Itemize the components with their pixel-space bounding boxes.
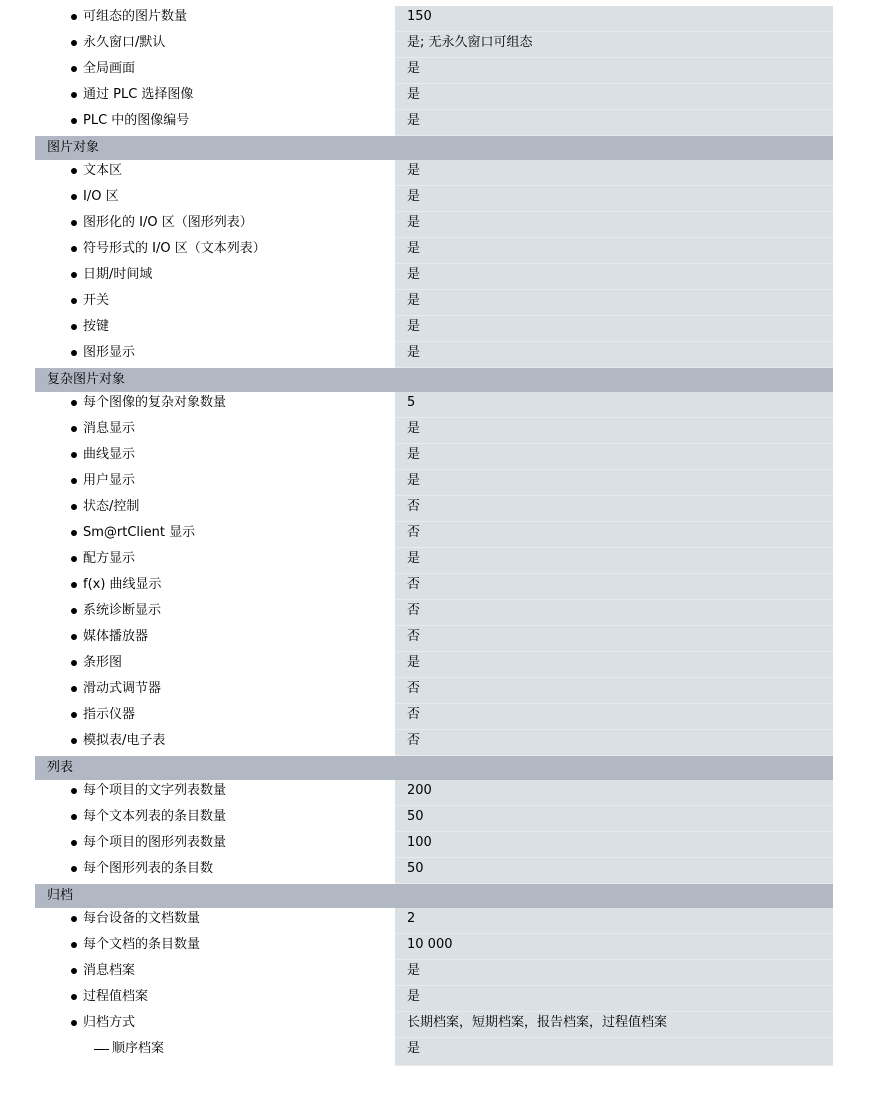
spec-label: 图形化的 I/O 区（图形列表） (83, 215, 253, 230)
spec-label: 日期/时间域 (83, 267, 153, 282)
spec-label-cell (35, 1012, 395, 1038)
spec-value: 长期档案，短期档案，报告档案，过程值档案 (395, 1012, 833, 1038)
spec-value: 是 (395, 986, 833, 1012)
spec-label-cell (35, 110, 395, 136)
spec-label: f(x) 曲线显示 (83, 577, 162, 592)
section-header (35, 136, 833, 160)
section-title: 图片对象 (47, 140, 100, 155)
spec-row (35, 832, 833, 858)
spec-label: 滑动式调节器 (83, 681, 162, 696)
spec-label-cell (35, 342, 395, 368)
spec-table (35, 6, 833, 1064)
bullet-icon (71, 968, 77, 974)
bullet-icon (71, 608, 77, 614)
spec-value: 200 (395, 780, 833, 806)
spec-label-cell (35, 160, 395, 186)
spec-label: 永久窗口/默认 (83, 35, 166, 50)
spec-row (35, 1012, 833, 1038)
spec-label: 消息显示 (83, 421, 136, 436)
spec-row (35, 704, 833, 730)
spec-label: 曲线显示 (83, 447, 136, 462)
section-header (35, 756, 833, 780)
spec-value: 是 (395, 444, 833, 470)
spec-value: 10 000 (395, 934, 833, 960)
spec-row (35, 470, 833, 496)
bullet-icon (71, 220, 77, 226)
bullet-icon (71, 14, 77, 20)
spec-value: 是 (395, 264, 833, 290)
spec-label-cell (35, 418, 395, 444)
spec-label-cell (35, 238, 395, 264)
spec-row (35, 160, 833, 186)
bullet-icon (71, 426, 77, 432)
spec-row (35, 858, 833, 884)
bullet-icon (71, 478, 77, 484)
spec-value: 否 (395, 600, 833, 626)
spec-label-cell (35, 626, 395, 652)
spec-label-cell (35, 316, 395, 342)
spec-row (35, 626, 833, 652)
spec-label: 过程值档案 (83, 989, 149, 1004)
spec-row (35, 934, 833, 960)
spec-value: 是 (395, 84, 833, 110)
spec-row (35, 238, 833, 264)
spec-label-cell (35, 780, 395, 806)
spec-value: 是 (395, 110, 833, 136)
bullet-icon (71, 686, 77, 692)
spec-label: 文本区 (83, 163, 123, 178)
spec-value: 是; 无永久窗口可组态 (395, 32, 833, 58)
spec-label-cell (35, 1038, 395, 1064)
bullet-icon (71, 840, 77, 846)
spec-label: 每个图形列表的条目数 (83, 861, 214, 876)
spec-label: 系统诊断显示 (83, 603, 162, 618)
spec-label-cell (35, 84, 395, 110)
spec-value: 是 (395, 418, 833, 444)
spec-row (35, 780, 833, 806)
dash-icon (94, 1049, 109, 1050)
spec-value: 100 (395, 832, 833, 858)
bullet-icon (71, 504, 77, 510)
spec-label-cell (35, 496, 395, 522)
spec-row (35, 652, 833, 678)
spec-value: 是 (395, 212, 833, 238)
spec-label-cell (35, 806, 395, 832)
spec-value: 否 (395, 730, 833, 756)
bullet-icon (71, 194, 77, 200)
spec-label: 符号形式的 I/O 区（文本列表） (83, 241, 266, 256)
spec-label-cell (35, 600, 395, 626)
bullet-icon (71, 814, 77, 820)
spec-label: 按键 (83, 319, 110, 334)
bullet-icon (71, 582, 77, 588)
section-title: 归档 (47, 888, 74, 903)
spec-label: 每台设备的文档数量 (83, 911, 201, 926)
spec-label-cell (35, 264, 395, 290)
spec-label-cell (35, 290, 395, 316)
spec-row (35, 186, 833, 212)
bullet-icon (71, 118, 77, 124)
spec-label: 每个图像的复杂对象数量 (83, 395, 227, 410)
spec-label-cell (35, 32, 395, 58)
spec-value: 否 (395, 522, 833, 548)
spec-label: 通过 PLC 选择图像 (83, 87, 194, 102)
spec-label-cell (35, 652, 395, 678)
spec-row (35, 574, 833, 600)
spec-label-cell (35, 832, 395, 858)
bullet-icon (71, 1020, 77, 1026)
spec-label: 状态/控制 (83, 499, 140, 514)
spec-value: 是 (395, 342, 833, 368)
spec-label-cell (35, 186, 395, 212)
spec-label: 模拟表/电子表 (83, 733, 166, 748)
spec-label: PLC 中的图像编号 (83, 113, 190, 128)
spec-label-cell (35, 986, 395, 1012)
spec-value: 5 (395, 392, 833, 418)
spec-label: 顺序档案 (112, 1041, 165, 1056)
spec-value: 否 (395, 574, 833, 600)
spec-value: 是 (395, 316, 833, 342)
spec-value: 是 (395, 160, 833, 186)
bullet-icon (71, 400, 77, 406)
spec-label-cell (35, 908, 395, 934)
spec-row (35, 444, 833, 470)
spec-label: I/O 区 (83, 189, 119, 204)
spec-value: 是 (395, 548, 833, 574)
bullet-icon (71, 246, 77, 252)
spec-label: 全局画面 (83, 61, 136, 76)
spec-label-cell (35, 548, 395, 574)
spec-label: 归档方式 (83, 1015, 136, 1030)
spec-row (35, 342, 833, 368)
bullet-icon (71, 40, 77, 46)
spec-row (35, 110, 833, 136)
spec-label-cell (35, 444, 395, 470)
spec-row (35, 418, 833, 444)
spec-label: 每个项目的图形列表数量 (83, 835, 227, 850)
spec-value: 否 (395, 678, 833, 704)
spec-row (35, 392, 833, 418)
bullet-icon (71, 168, 77, 174)
spec-label-cell (35, 858, 395, 884)
spec-row (35, 1038, 833, 1064)
bullet-icon (71, 660, 77, 666)
bullet-icon (71, 350, 77, 356)
section-header (35, 884, 833, 908)
section-title: 复杂图片对象 (47, 372, 126, 387)
bullet-icon (71, 66, 77, 72)
spec-label-cell (35, 574, 395, 600)
spec-label-cell (35, 730, 395, 756)
bullet-icon (71, 916, 77, 922)
spec-row (35, 986, 833, 1012)
spec-value: 是 (395, 186, 833, 212)
spec-row (35, 806, 833, 832)
spec-label: 开关 (83, 293, 110, 308)
spec-label: 消息档案 (83, 963, 136, 978)
spec-row (35, 730, 833, 756)
spec-label: 图形显示 (83, 345, 136, 360)
spec-row (35, 6, 833, 32)
spec-row (35, 908, 833, 934)
spec-row (35, 212, 833, 238)
spec-value: 否 (395, 626, 833, 652)
spec-row (35, 264, 833, 290)
bullet-icon (71, 324, 77, 330)
spec-label: 每个项目的文字列表数量 (83, 783, 227, 798)
bullet-icon (71, 994, 77, 1000)
spec-label-cell (35, 522, 395, 548)
spec-label: 可组态的图片数量 (83, 9, 188, 24)
spec-label: 媒体播放器 (83, 629, 149, 644)
spec-label-cell (35, 960, 395, 986)
spec-label-cell (35, 470, 395, 496)
spec-label: 用户显示 (83, 473, 136, 488)
spec-row (35, 58, 833, 84)
spec-label-cell (35, 6, 395, 32)
bullet-icon (71, 788, 77, 794)
spec-label-cell (35, 678, 395, 704)
spec-value: 是 (395, 1038, 833, 1066)
spec-value: 是 (395, 58, 833, 84)
bullet-icon (71, 738, 77, 744)
section-title: 列表 (47, 760, 74, 775)
spec-label: Sm@rtClient 显示 (83, 525, 196, 540)
spec-value: 50 (395, 858, 833, 884)
bullet-icon (71, 634, 77, 640)
spec-value: 否 (395, 704, 833, 730)
spec-row (35, 548, 833, 574)
spec-label: 条形图 (83, 655, 123, 670)
bullet-icon (71, 712, 77, 718)
bullet-icon (71, 272, 77, 278)
spec-value: 否 (395, 496, 833, 522)
spec-value: 是 (395, 470, 833, 496)
spec-label: 配方显示 (83, 551, 136, 566)
spec-label-cell (35, 934, 395, 960)
spec-value: 是 (395, 652, 833, 678)
spec-label-cell (35, 212, 395, 238)
spec-row (35, 84, 833, 110)
bullet-icon (71, 556, 77, 562)
spec-label-cell (35, 392, 395, 418)
bullet-icon (71, 92, 77, 98)
section-header (35, 368, 833, 392)
spec-value: 150 (395, 6, 833, 32)
spec-row (35, 316, 833, 342)
bullet-icon (71, 866, 77, 872)
spec-label: 每个文本列表的条目数量 (83, 809, 227, 824)
bullet-icon (71, 298, 77, 304)
spec-label: 每个文档的条目数量 (83, 937, 201, 952)
spec-label-cell (35, 704, 395, 730)
bullet-icon (71, 452, 77, 458)
spec-value: 是 (395, 290, 833, 316)
spec-value: 是 (395, 238, 833, 264)
spec-row (35, 32, 833, 58)
spec-row (35, 678, 833, 704)
bullet-icon (71, 942, 77, 948)
spec-label: 指示仪器 (83, 707, 136, 722)
spec-row (35, 496, 833, 522)
spec-value: 2 (395, 908, 833, 934)
spec-row (35, 522, 833, 548)
spec-label-cell (35, 58, 395, 84)
spec-row (35, 960, 833, 986)
spec-row (35, 290, 833, 316)
spec-row (35, 600, 833, 626)
spec-value: 50 (395, 806, 833, 832)
bullet-icon (71, 530, 77, 536)
spec-value: 是 (395, 960, 833, 986)
